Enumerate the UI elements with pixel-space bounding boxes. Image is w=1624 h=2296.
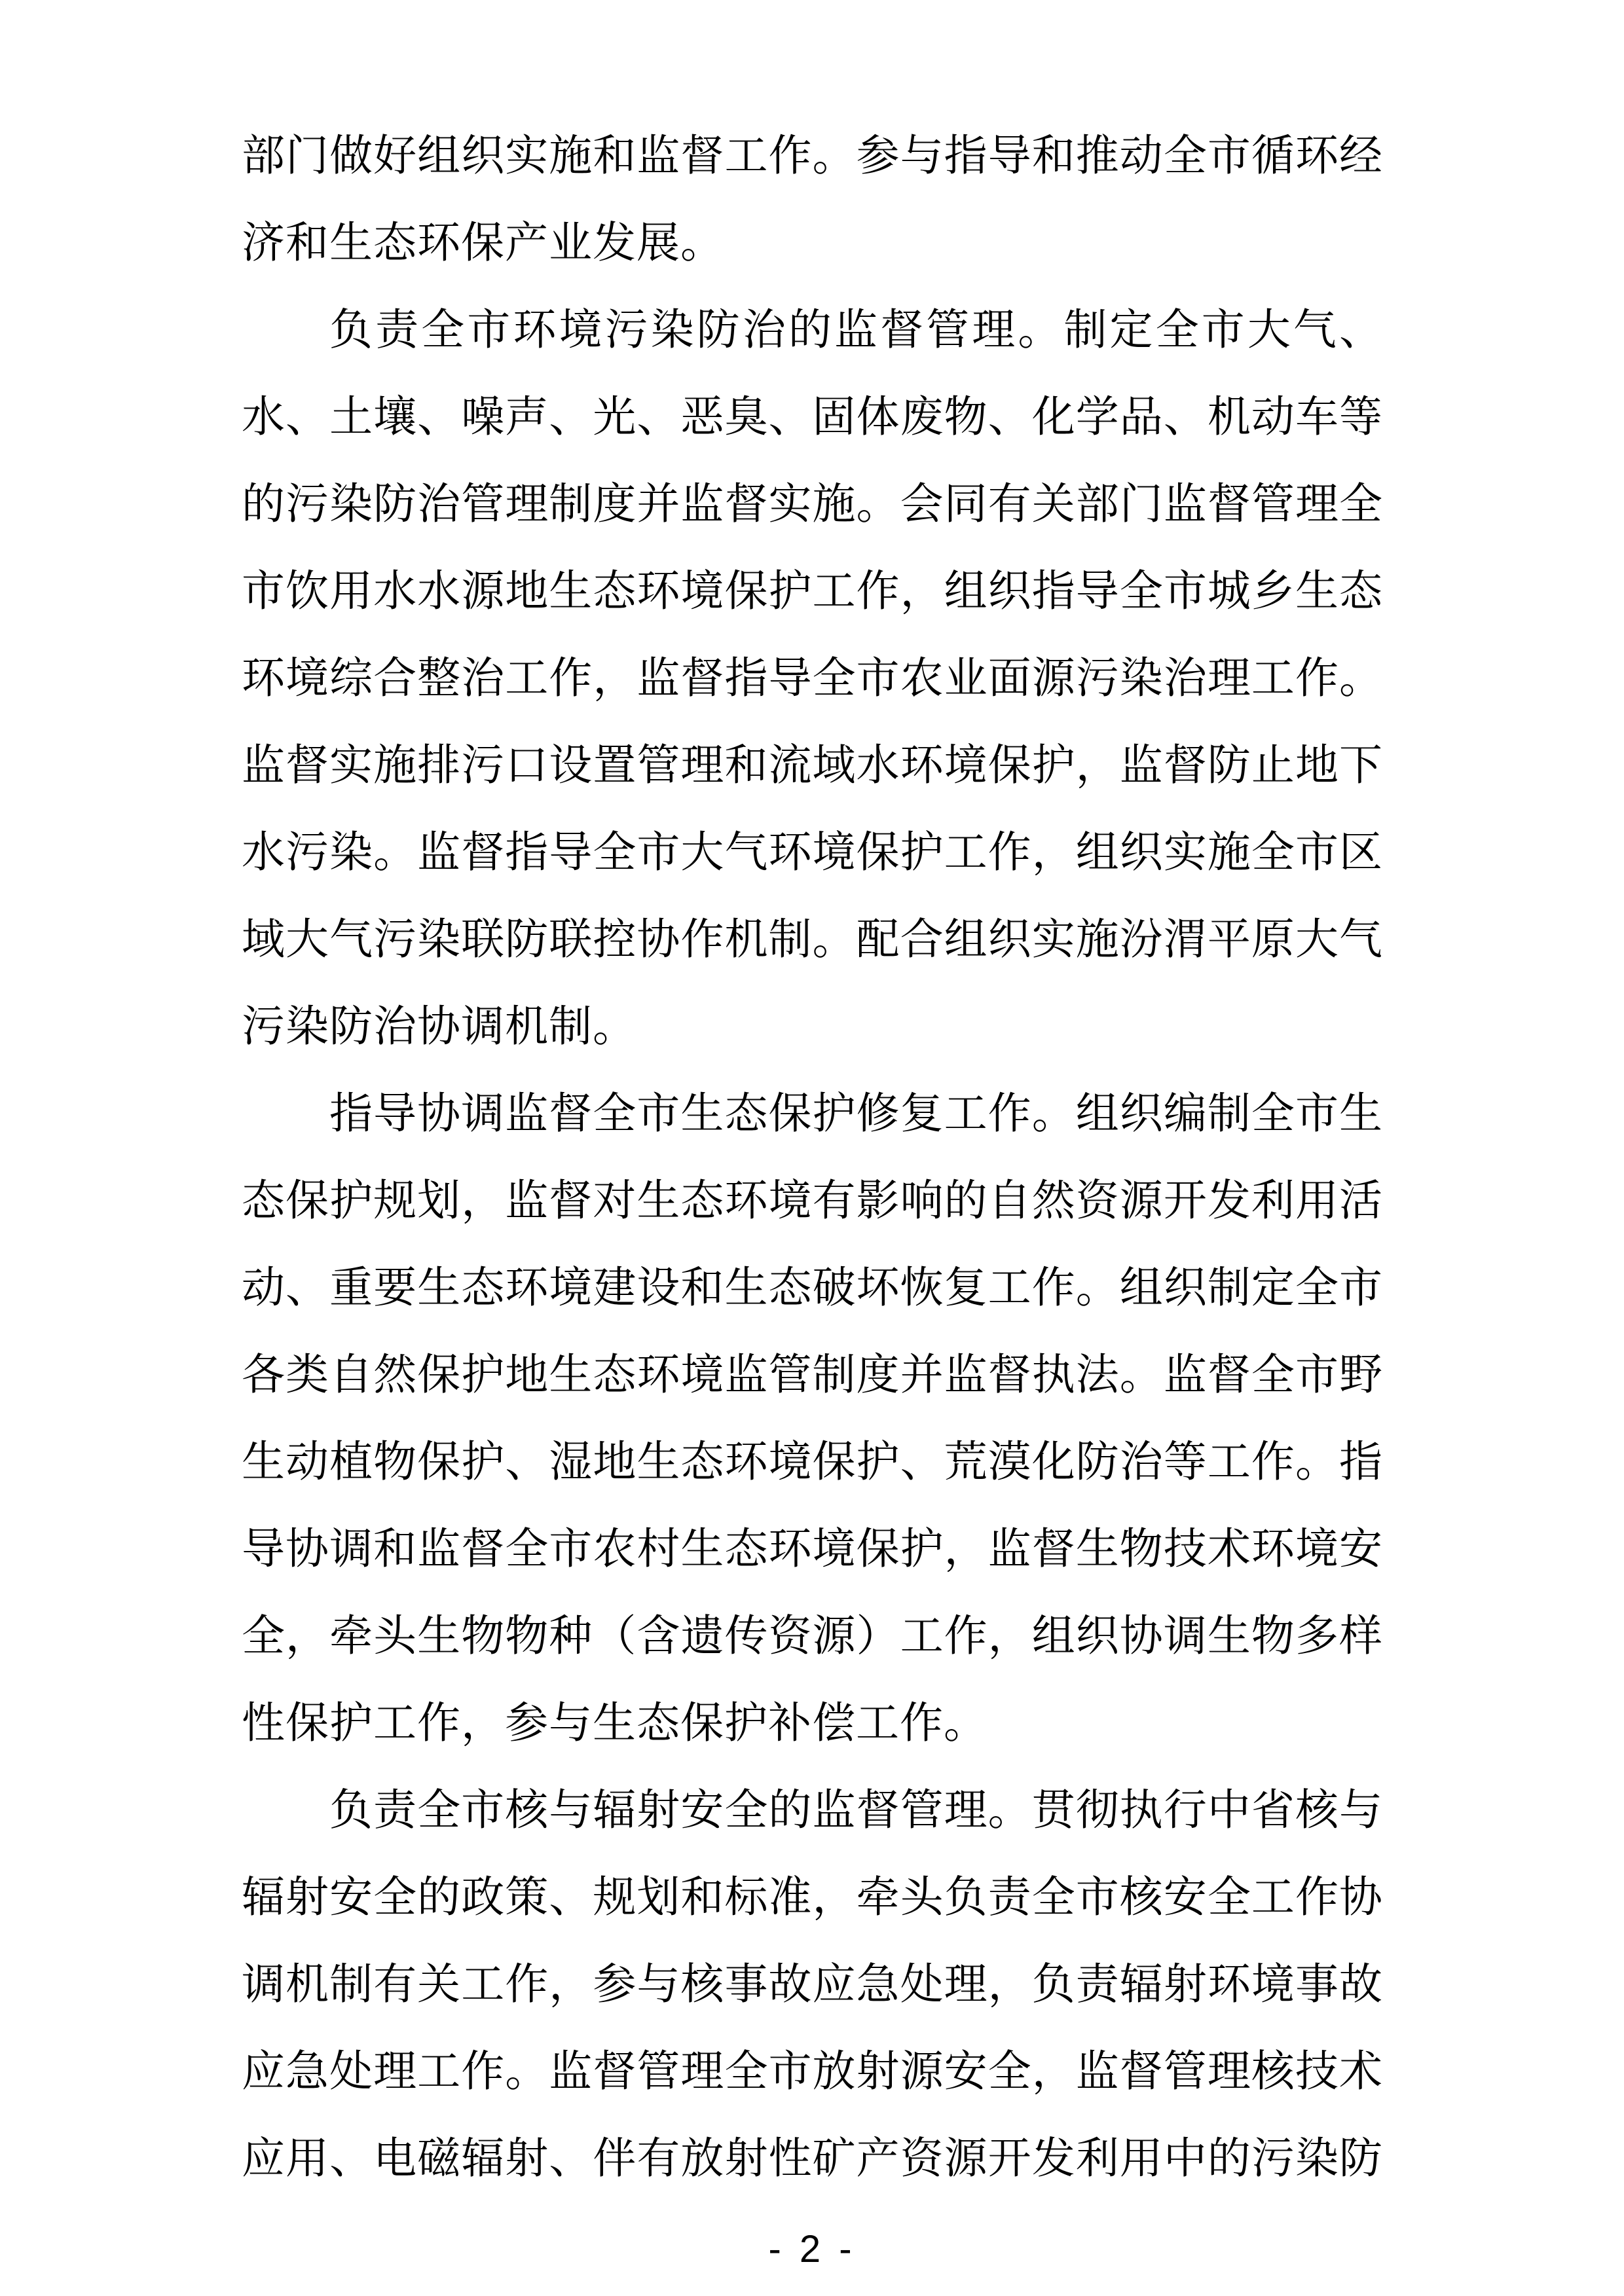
text-line: 态保护规划，监督对生态环境有影响的自然资源开发利用活	[242, 1177, 1382, 1225]
text-line: 辐射安全的政策、规划和标准，牵头负责全市核安全工作协	[242, 1874, 1382, 1922]
text-line: 域大气污染联防联控协作机制。配合组织实施汾渭平原大气	[242, 916, 1382, 964]
body-text	[242, 113, 1382, 2202]
text-line: 济和生态环保产业发展。	[242, 219, 724, 267]
text-line: 水污染。监督指导全市大气环境保护工作，组织实施全市区	[242, 829, 1382, 877]
text-line: 应急处理工作。监督管理全市放射源安全，监督管理核技术	[242, 2048, 1382, 2096]
text-line: 污染防治协调机制。	[242, 1003, 637, 1051]
text-line: 性保护工作，参与生态保护补偿工作。	[242, 1700, 987, 1747]
text-line: 负责全市核与辐射安全的监督管理。贯彻执行中省核与	[329, 1787, 1382, 1834]
text-line: 负责全市环境污染防治的监督管理。制定全市大气、	[329, 306, 1382, 354]
text-line: 调机制有关工作，参与核事故应急处理，负责辐射环境事故	[242, 1961, 1382, 2009]
text-line: 监督实施排污口设置管理和流域水环境保护，监督防止地下	[242, 742, 1382, 790]
text-line: 动、重要生态环境建设和生态破坏恢复工作。组织制定全市	[242, 1264, 1382, 1312]
text-line: 全，牵头生物物种（含遗传资源）工作，组织协调生物多样	[242, 1613, 1382, 1660]
text-line: 的污染防治管理制度并监督实施。会同有关部门监督管理全	[242, 481, 1382, 528]
text-line: 应用、电磁辐射、伴有放射性矿产资源开发利用中的污染防	[242, 2135, 1382, 2183]
page-number: - 2 -	[768, 2228, 856, 2270]
text-line: 部门做好组织实施和监督工作。参与指导和推动全市循环经	[242, 132, 1382, 180]
text-line: 环境综合整治工作，监督指导全市农业面源污染治理工作。	[242, 655, 1382, 702]
text-line: 水、土壤、噪声、光、恶臭、固体废物、化学品、机动车等	[242, 393, 1382, 441]
text-line: 各类自然保护地生态环境监管制度并监督执法。监督全市野	[242, 1351, 1382, 1399]
text-line: 生动植物保护、湿地生态环境保护、荒漠化防治等工作。指	[242, 1438, 1382, 1486]
text-line: 市饮用水水源地生态环境保护工作，组织指导全市城乡生态	[242, 568, 1382, 615]
text-line: 指导协调监督全市生态保护修复工作。组织编制全市生	[329, 1090, 1382, 1138]
text-line: 导协调和监督全市农村生态环境保护，监督生物技术环境安	[242, 1525, 1382, 1573]
